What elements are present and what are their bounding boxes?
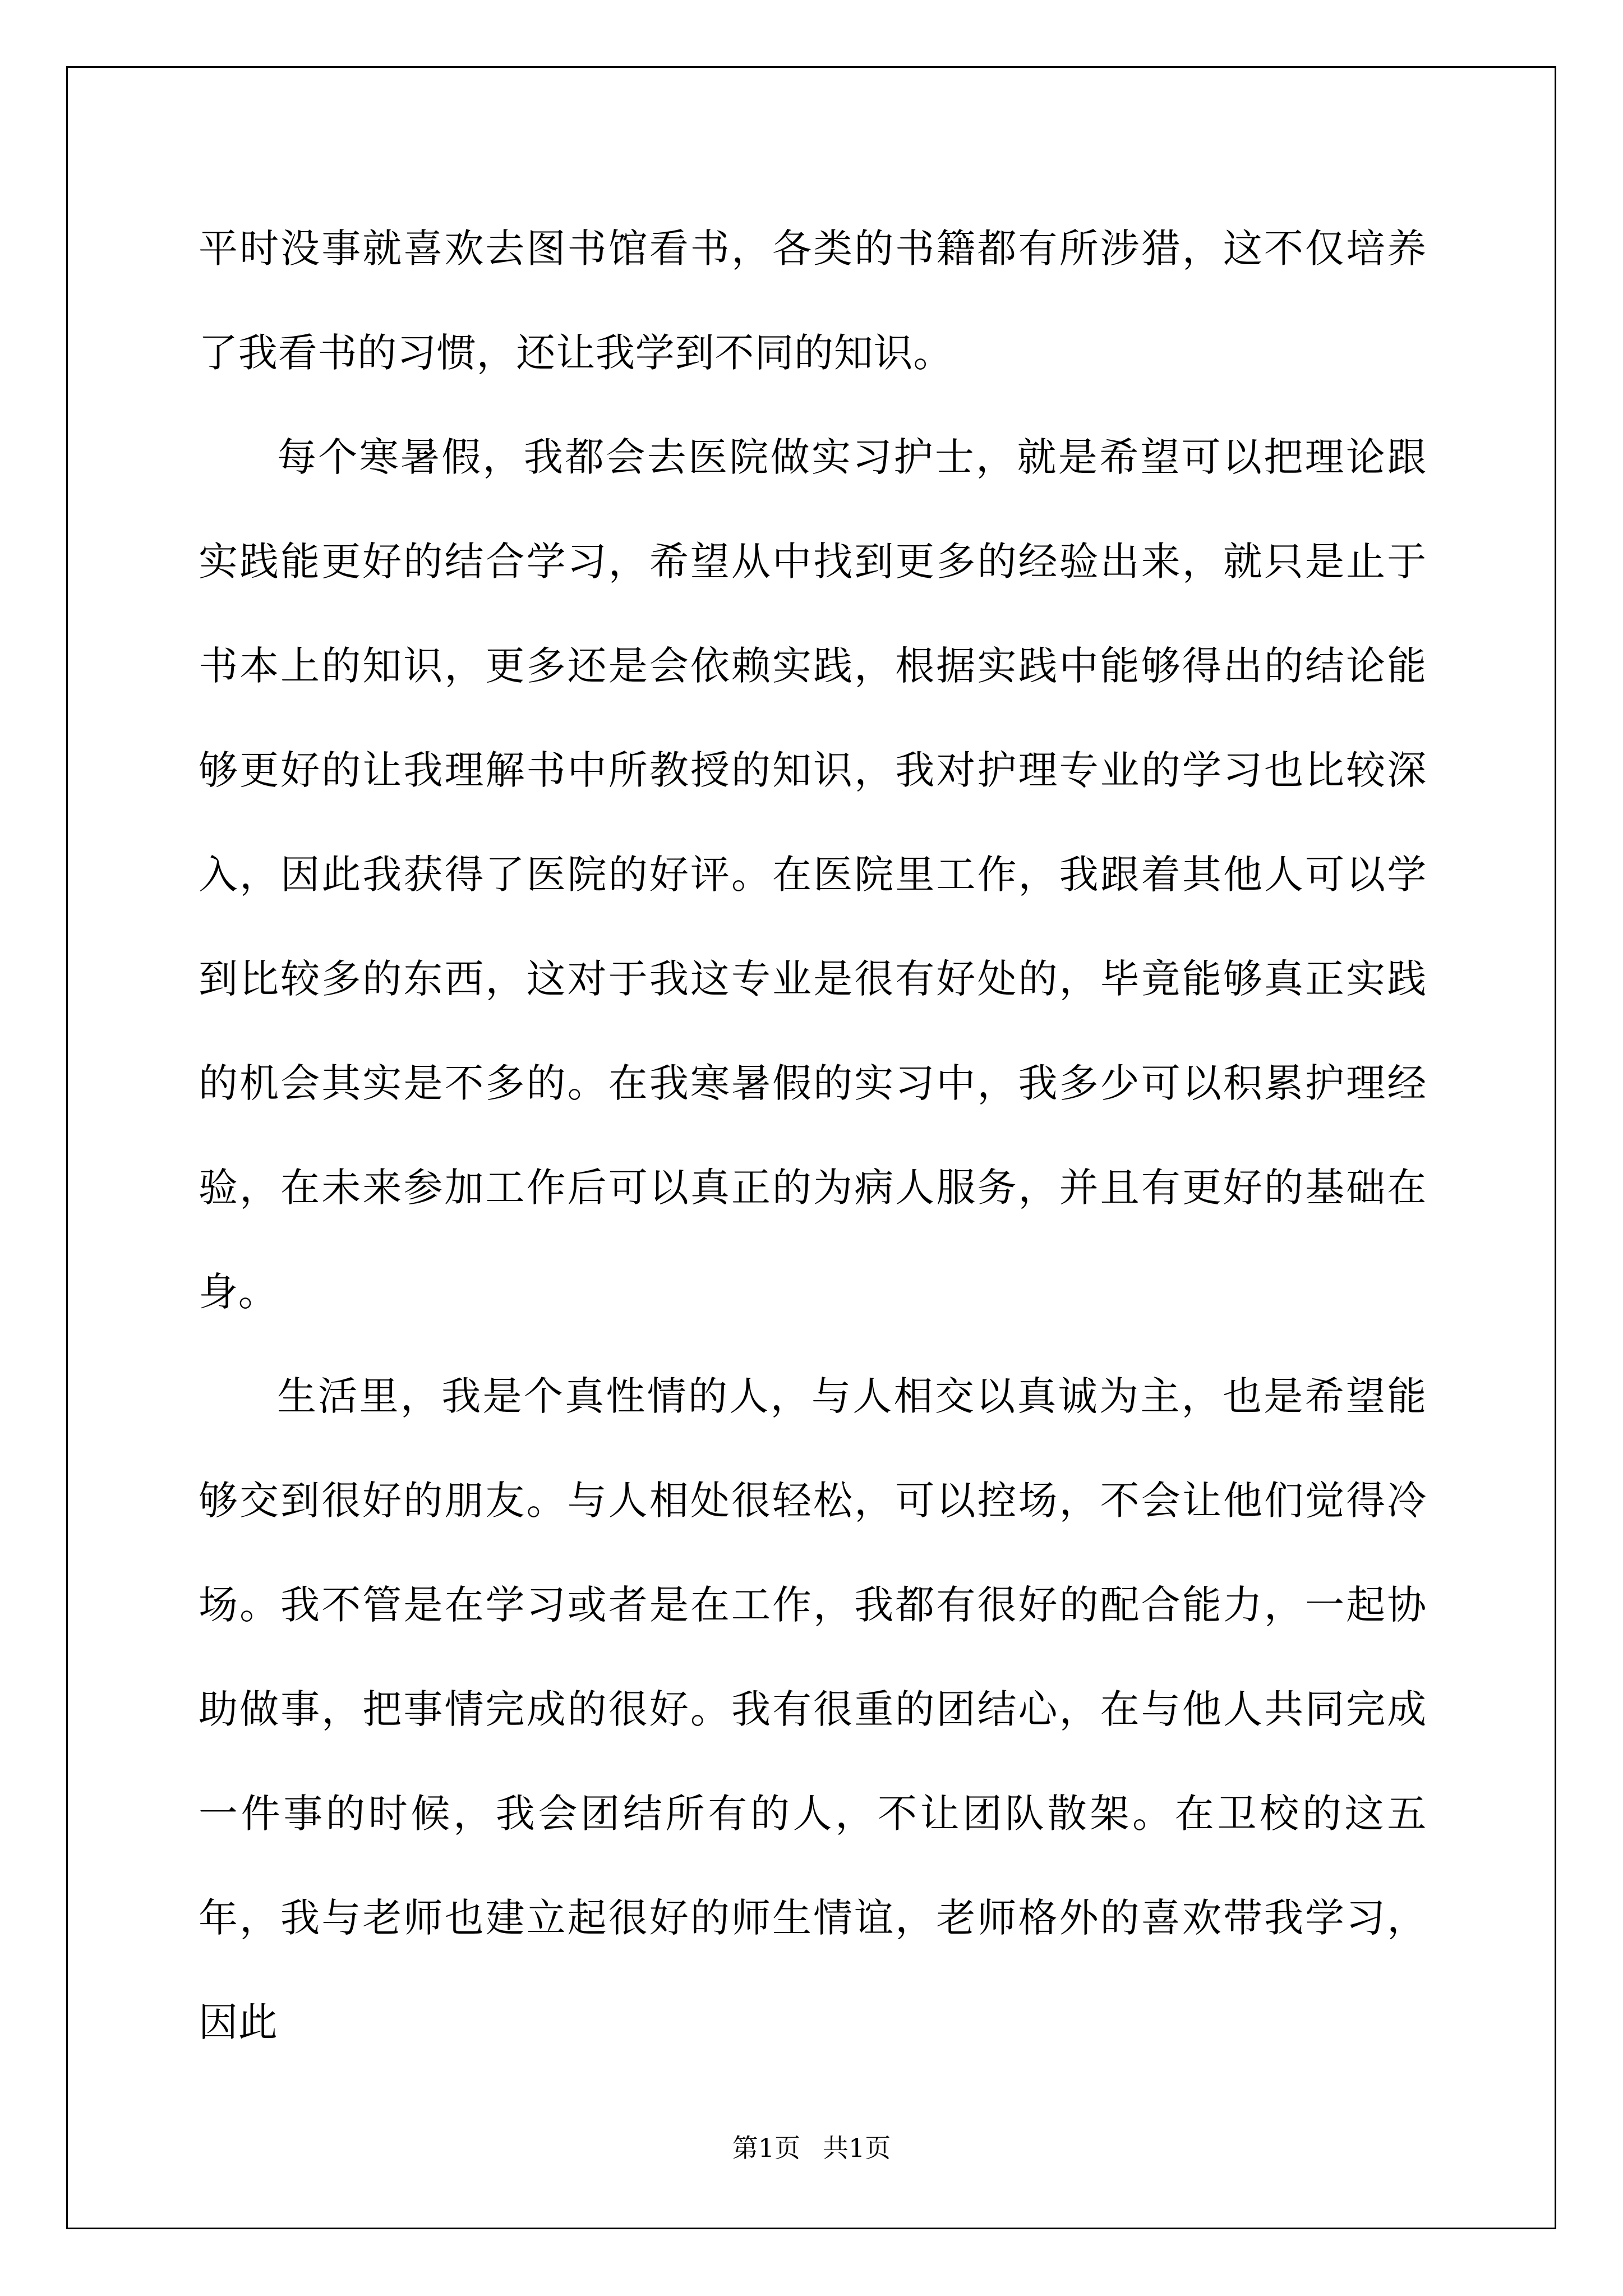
- paragraph-2: 每个寒暑假，我都会去医院做实习护士，就是希望可以把理论跟实践能更好的结合学习，希望从中找到更多的经验出来，就只是止于书本上的知识，更多还是会依赖实践，根据实践中能够得出的结论能够更好的让我理解书中所教授的知识，我对护理专业的学习也比较深入，因此我获得了医院的好评。在医院里工作，我跟着其他人可以学到比较多的东西，这对于我这专业是很有好处的，毕竟能够真正实践的机会其实是不多的。在我寒暑假的实习中，我多少可以积累护理经验，在未来参加工作后可以真正的为病人服务，并且有更好的基础在身。: [199, 434, 1427, 1315]
- page-total: 共1页: [823, 2133, 891, 2163]
- page-number: 第1页: [732, 2133, 800, 2163]
- paragraph-1: 平时没事就喜欢去图书馆看书，各类的书籍都有所涉猎，这不仅培养了我看书的习惯，还让我学到不同的知识。: [199, 226, 1427, 376]
- paragraph-3: 生活里，我是个真性情的人，与人相交以真诚为主，也是希望能够交到很好的朋友。与人相处很轻松，可以控场，不会让他们觉得冷场。我不管是在学习或者是在工作，我都有很好的配合能力，一起协助做事，把事情完成的很好。我有很重的团结心，在与他人共同完成一件事的时候，我会团结所有的人，不让团队散架。在卫校的这五年，我与老师也建立起很好的师生情谊，老师格外的喜欢带我学习，因此: [199, 1373, 1427, 2045]
- document-body: [199, 196, 1427, 2074]
- page-footer: [0, 2131, 1623, 2165]
